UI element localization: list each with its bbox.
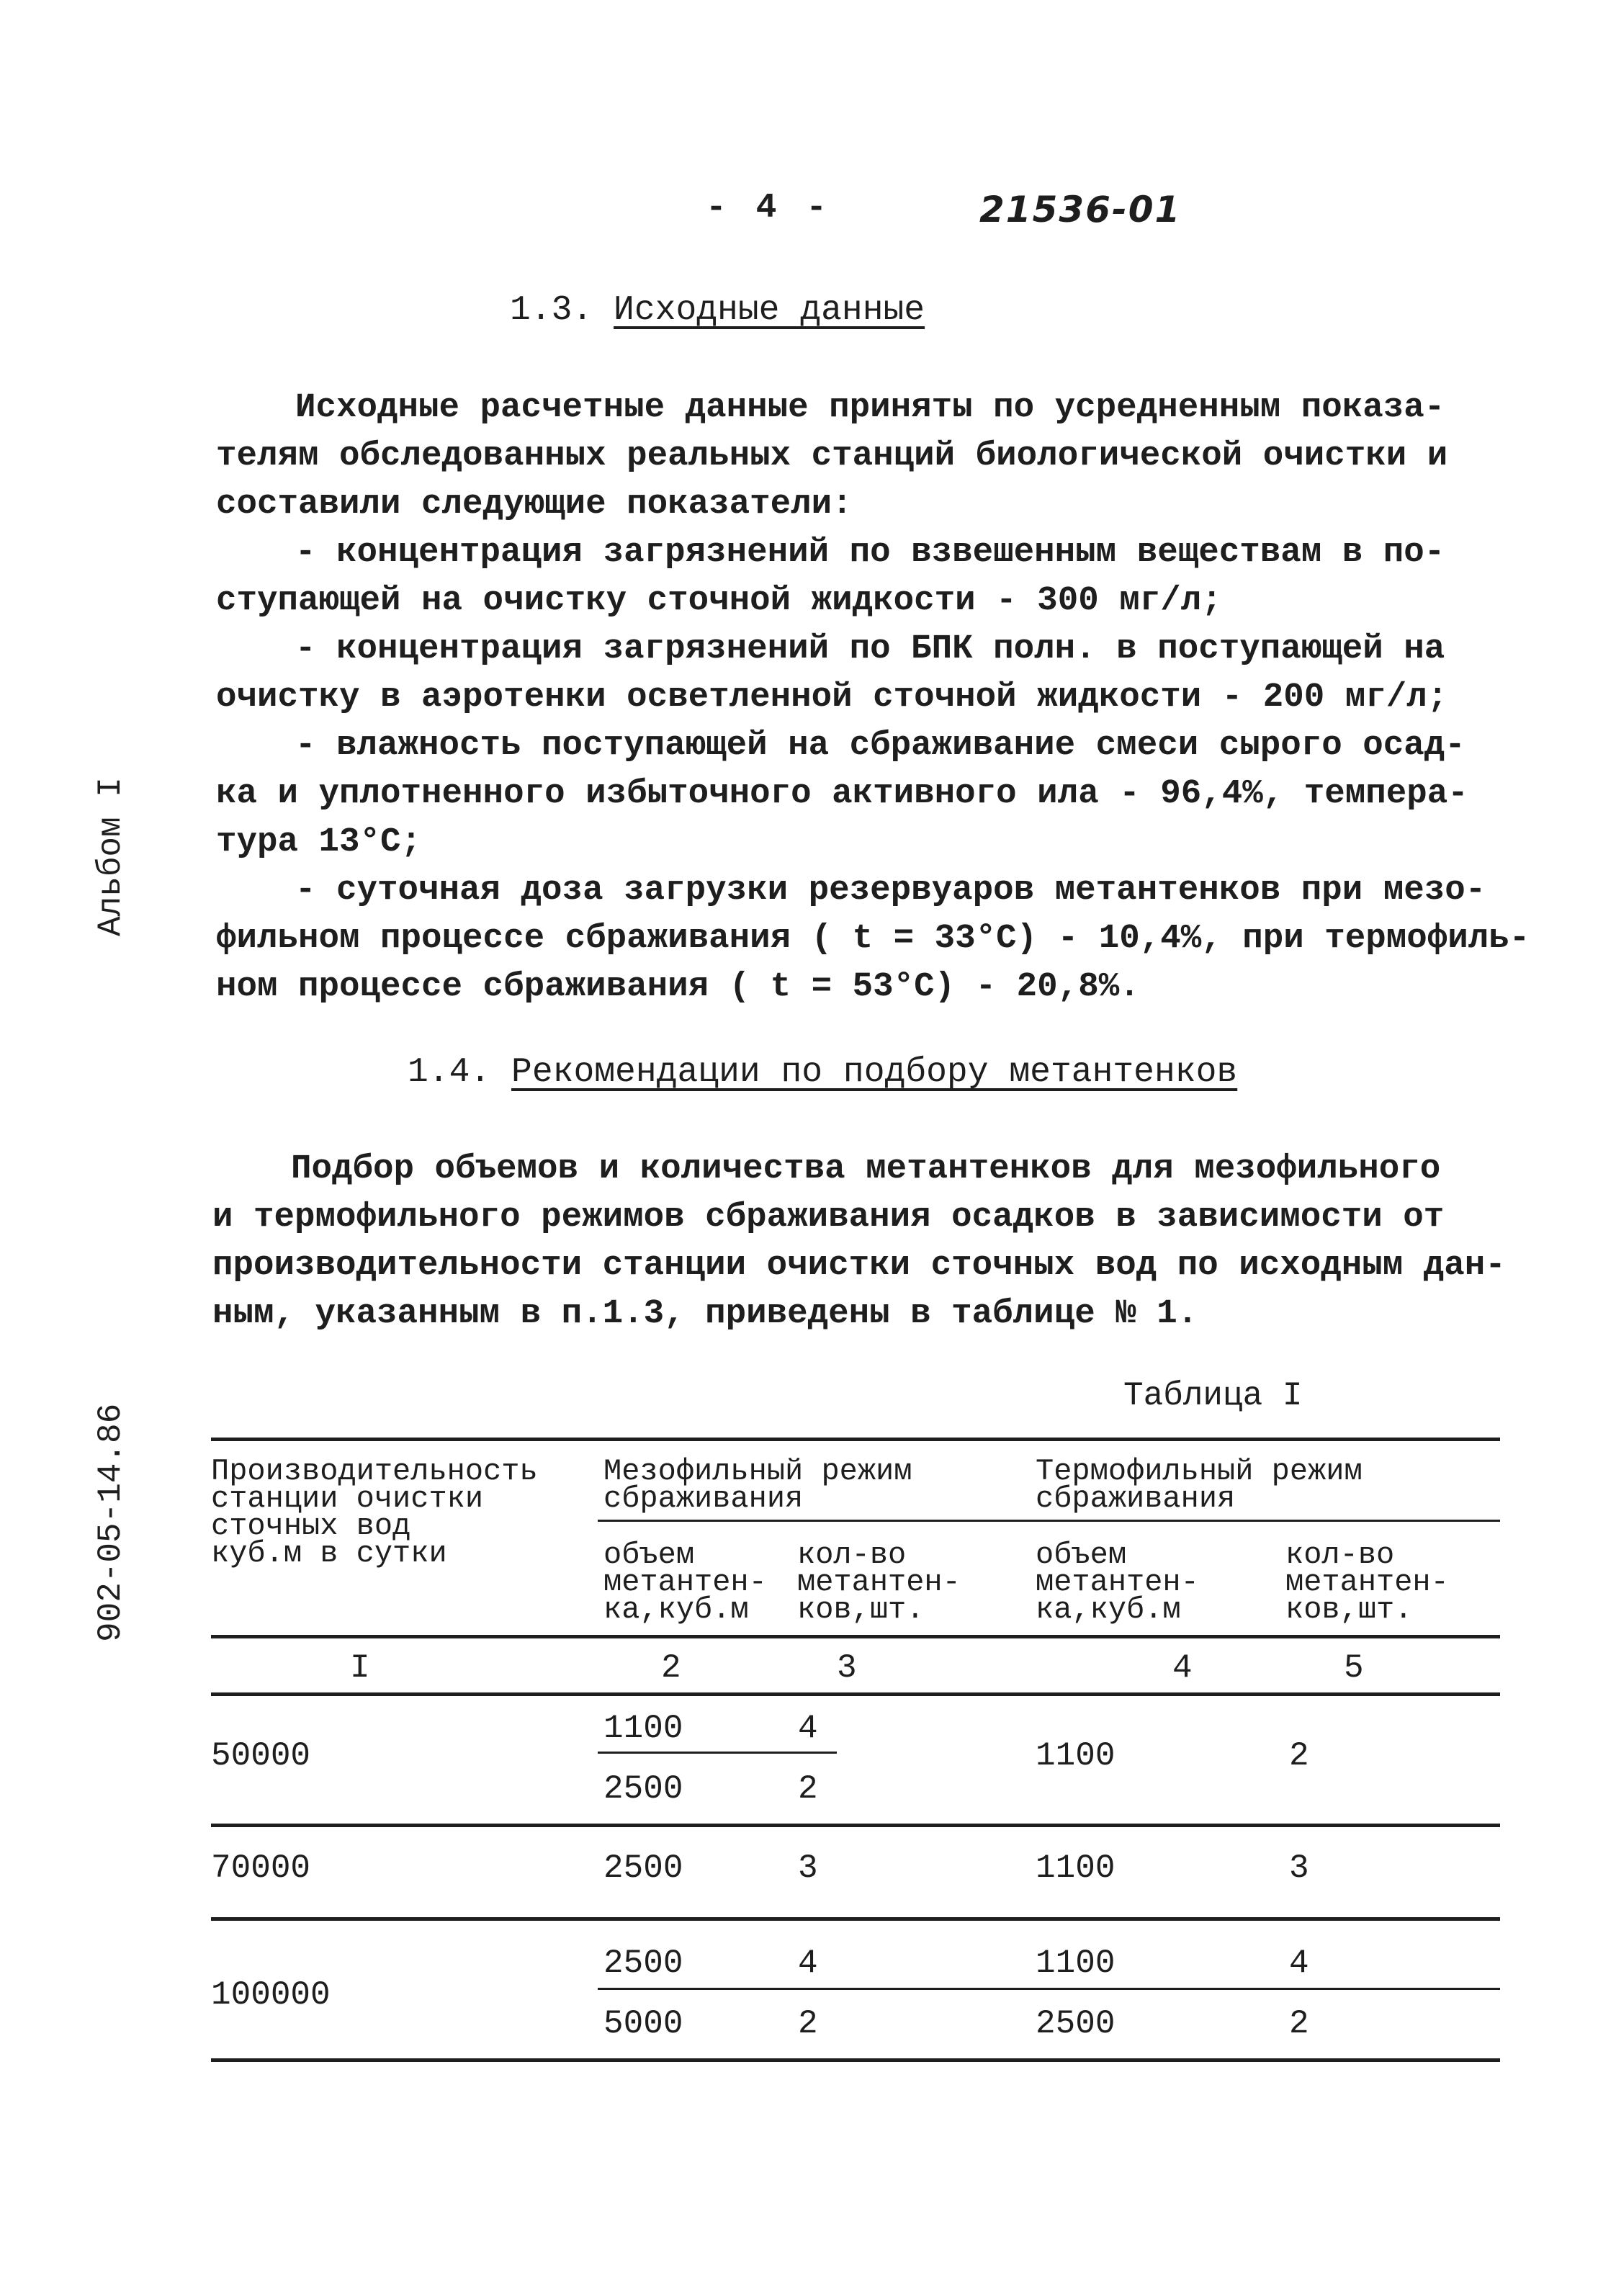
- column-number: 2: [661, 1649, 681, 1687]
- column-number: 3: [837, 1649, 857, 1687]
- table-header-rule: [211, 1635, 1500, 1638]
- section-1-4-heading: [408, 1053, 1237, 1092]
- table-cell: 2500: [603, 1945, 683, 1982]
- table-cell: 2: [1289, 1737, 1309, 1775]
- table-cell: 1100: [1036, 1945, 1116, 1982]
- paragraph-line: Подбор объемов и количества метантенков для мезофильного: [291, 1149, 1441, 1188]
- paragraph-line: ступающей на очистку сточной жидкости - 300 мг/л;: [216, 581, 1222, 620]
- table-top-rule: [211, 1438, 1500, 1441]
- column-number-rule: [211, 1692, 1500, 1696]
- table-cell: 1100: [603, 1710, 683, 1747]
- table-cell: 4: [798, 1945, 818, 1982]
- table-cell: 1100: [1036, 1737, 1116, 1775]
- paragraph-line: производительности станции очистки сточных вод по исходным дан-: [212, 1246, 1506, 1285]
- paragraph-line: - концентрация загрязнений по БПК полн. в поступающей на: [295, 629, 1445, 668]
- paragraph-line: и термофильного режимов сбраживания осадков в зависимости от: [212, 1198, 1445, 1237]
- section-1-3-number: 1.3.: [510, 291, 593, 330]
- header-thermo-count: кол-во метантен- ков,шт.: [1285, 1538, 1449, 1627]
- paragraph-line: - влажность поступающей на сбраживание смеси сырого осад-: [295, 726, 1465, 765]
- table-header-subrule: [598, 1520, 1500, 1522]
- fraction-rule: [598, 1988, 1500, 1990]
- paragraph-line: составили следующие показатели:: [216, 485, 853, 524]
- paragraph-line: телям обследованных реальных станций биологической очистки и: [216, 436, 1448, 475]
- paragraph-line: очистку в аэротенки осветленной сточной жидкости - 200 мг/л;: [216, 678, 1448, 717]
- table-cell: 2: [798, 2005, 818, 2042]
- column-number: 5: [1344, 1649, 1364, 1687]
- paragraph-line: тура 13°С;: [216, 822, 422, 861]
- column-number: I: [350, 1649, 370, 1687]
- fraction-rule: [598, 1752, 837, 1754]
- table-cell-capacity: 50000: [211, 1737, 311, 1775]
- section-1-4-number: 1.4.: [408, 1053, 491, 1092]
- table-bottom-rule: [211, 2058, 1500, 2062]
- table-cell: 4: [1289, 1945, 1309, 1982]
- table-cell: 2500: [603, 1770, 683, 1808]
- header-meso-count: кол-во метантен- ков,шт.: [797, 1538, 961, 1627]
- table-cell-capacity: 100000: [211, 1976, 331, 2014]
- album-label: Альбом I: [92, 777, 130, 936]
- row-separator: [211, 1824, 1500, 1827]
- table-cell: 5000: [603, 2005, 683, 2042]
- table-cell: 4: [798, 1710, 818, 1747]
- header-capacity: Производительность станции очистки сточных вод куб.м в сутки: [211, 1454, 538, 1571]
- table-cell: 2500: [603, 1849, 683, 1887]
- table-cell-capacity: 70000: [211, 1849, 311, 1887]
- paragraph-line: - концентрация загрязнений по взвешенным веществам в по-: [295, 533, 1445, 572]
- table-cell: 2: [798, 1770, 818, 1808]
- section-1-3-title: Исходные данные: [614, 291, 925, 330]
- section-1-3-heading: [510, 291, 925, 330]
- table-cell: 3: [798, 1849, 818, 1887]
- paragraph-line: ка и уплотненного избыточного активного ила - 96,4%, темпера-: [216, 774, 1468, 813]
- table-cell: 2500: [1036, 2005, 1116, 2042]
- document-number: 21536-01: [979, 189, 1182, 230]
- table-cell: 2: [1289, 2005, 1309, 2042]
- table-cell: 3: [1289, 1849, 1309, 1887]
- table-cell: 1100: [1036, 1849, 1116, 1887]
- header-mesophilic: Мезофильный режим сбраживания: [603, 1454, 912, 1516]
- paragraph-line: ным, указанным в п.1.3, приведены в таблице № 1.: [212, 1294, 1198, 1333]
- row-separator: [211, 1917, 1500, 1921]
- page-number: - 4 -: [706, 189, 832, 228]
- paragraph-line: Исходные расчетные данные приняты по усредненным показа-: [295, 388, 1445, 427]
- header-thermo-volume: объем метантен- ка,куб.м: [1036, 1538, 1199, 1627]
- table-caption: Таблица I: [1123, 1377, 1303, 1414]
- section-1-4-title: Рекомендации по подбору метантенков: [511, 1053, 1238, 1092]
- header-meso-volume: объем метантен- ка,куб.м: [603, 1538, 767, 1627]
- project-code: 902-05-14.86: [92, 1403, 130, 1642]
- paragraph-line: ном процессе сбраживания ( t = 53°С) - 20,8%.: [216, 967, 1140, 1006]
- header-thermophilic: Термофильный режим сбраживания: [1036, 1454, 1363, 1516]
- paragraph-line: - суточная доза загрузки резервуаров метантенков при мезо-: [295, 871, 1486, 910]
- column-number: 4: [1172, 1649, 1193, 1687]
- paragraph-line: фильном процессе сбраживания ( t = 33°С) - 10,4%, при термофиль-: [216, 919, 1530, 958]
